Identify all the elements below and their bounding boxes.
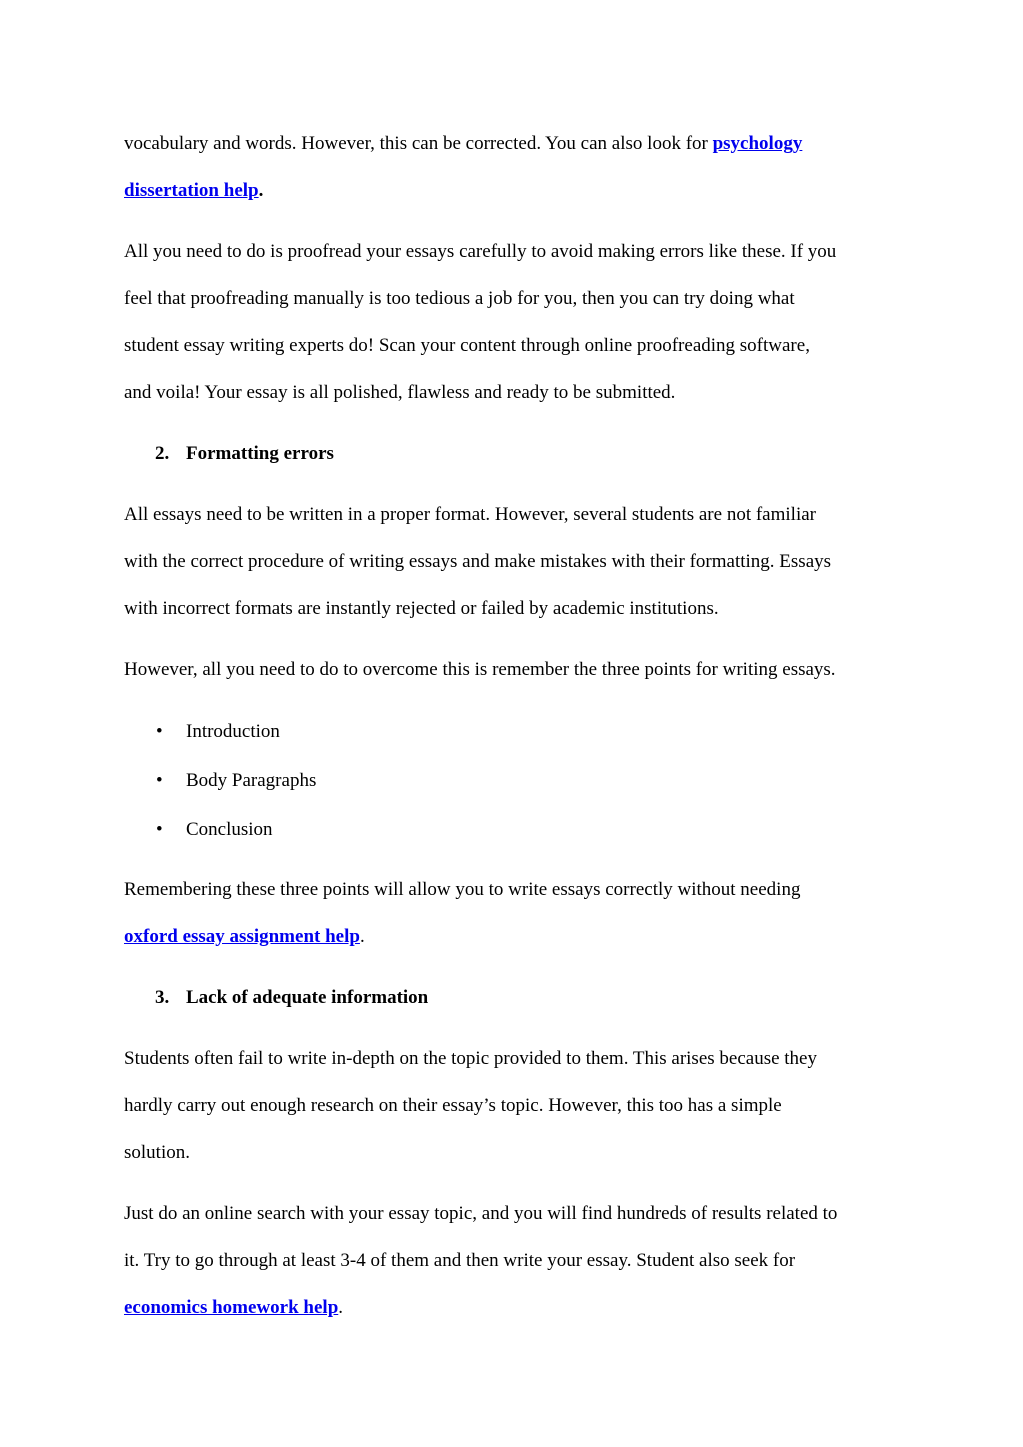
paragraph-in-depth	[124, 1035, 914, 1176]
paragraph-three-points	[124, 646, 914, 693]
text-line: with incorrect formats are instantly rejected or failed by academic institutions.	[124, 598, 719, 619]
paragraph-proofread	[124, 228, 914, 416]
text-line: solution.	[124, 1142, 190, 1163]
heading-formatting-errors	[124, 430, 914, 477]
period: .	[338, 1297, 344, 1318]
bullet-list	[124, 707, 914, 854]
psychology-link[interactable]: psychology	[712, 133, 803, 154]
list-item-text: Body Paragraphs	[186, 770, 317, 791]
economics-homework-help-link[interactable]: economics homework help	[124, 1297, 339, 1318]
heading-text: Formatting errors	[186, 443, 334, 464]
text-line: feel that proofreading manually is too tedious a job for you, then you can try doing what	[124, 288, 795, 309]
text-line: Students often fail to write in-depth on the topic provided to them. This arises because they	[124, 1048, 817, 1069]
list-item	[124, 756, 914, 805]
text-line: All you need to do is proofread your essays carefully to avoid making errors like these. If you	[124, 241, 837, 262]
bullet-icon: •	[156, 819, 163, 840]
text-line: student essay writing experts do! Scan your content through online proofreading software,	[124, 335, 810, 356]
text-line: All essays need to be written in a proper format. However, several students are not familiar	[124, 504, 816, 525]
text-line: with the correct procedure of writing essays and make mistakes with their formatting. Essays	[124, 551, 832, 572]
text-line: Just do an online search with your essay topic, and you will find hundreds of results related to	[124, 1203, 838, 1224]
paragraph-remembering	[124, 866, 914, 960]
bullet-icon: •	[156, 721, 163, 742]
text-line: it. Try to go through at least 3-4 of them and then write your essay. Student also seek for	[124, 1250, 796, 1271]
list-item-text: Introduction	[186, 721, 280, 742]
heading-lack-of-information	[124, 974, 914, 1021]
list-item	[124, 707, 914, 756]
oxford-essay-assignment-help-link[interactable]: oxford essay assignment help	[124, 926, 360, 947]
text-line: and voila! Your essay is all polished, flawless and ready to be submitted.	[124, 382, 676, 403]
document-page	[124, 120, 914, 1345]
paragraph-format	[124, 491, 914, 632]
text-line: However, all you need to do to overcome this is remember the three points for writing essays.	[124, 659, 836, 680]
dissertation-help-link[interactable]: dissertation help	[124, 180, 259, 201]
list-item-text: Conclusion	[186, 819, 273, 840]
paragraph-text: vocabulary and words. However, this can be corrected. You can also look for	[124, 133, 713, 154]
text-line: Remembering these three points will allow you to write essays correctly without needing	[124, 879, 801, 900]
heading-number: 3.	[155, 987, 170, 1008]
heading-text: Lack of adequate information	[186, 987, 429, 1008]
heading-number: 2.	[155, 443, 170, 464]
period: .	[258, 180, 264, 201]
paragraph-vocabulary	[124, 120, 914, 214]
text-line: hardly carry out enough research on their essay’s topic. However, this too has a simple	[124, 1095, 782, 1116]
list-item	[124, 805, 914, 854]
paragraph-online-search	[124, 1190, 914, 1331]
period: .	[359, 926, 365, 947]
bullet-icon: •	[156, 770, 163, 791]
